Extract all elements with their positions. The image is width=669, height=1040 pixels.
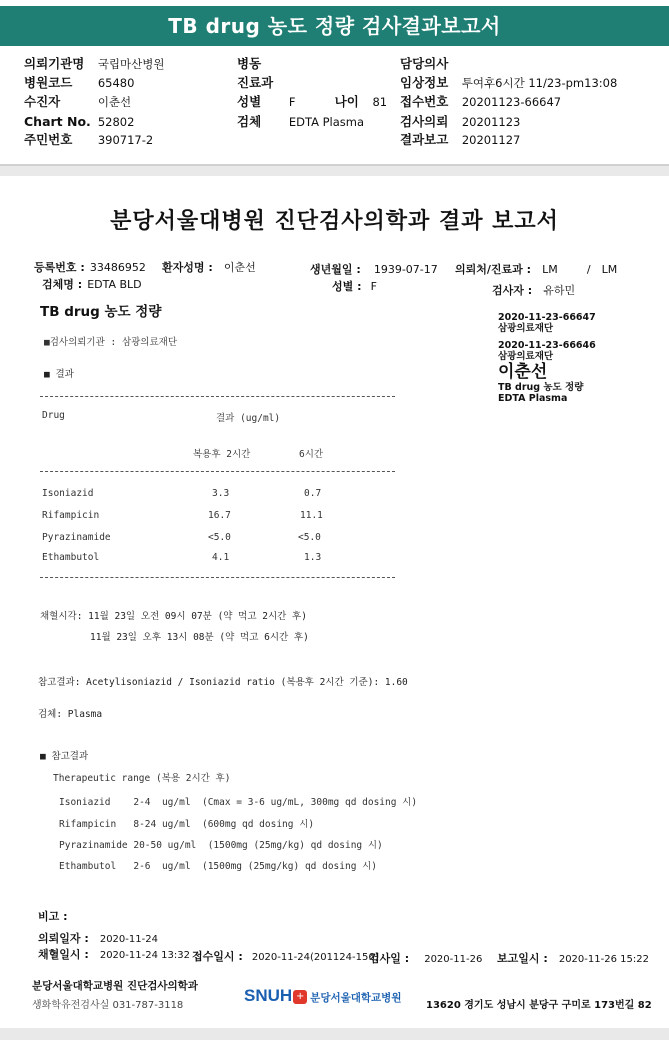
doctor-label: 담당의사 — [400, 56, 449, 71]
patient-name — [162, 256, 256, 275]
clinical-info-value: 투여후6시간 11/23-pm13:08 — [461, 76, 618, 90]
examiner-value: 유하민 — [543, 284, 576, 297]
snuh-mark-icon: + — [293, 990, 307, 1004]
report-date-label: 결과보고 — [400, 132, 449, 147]
dob-value: 1939-07-17 — [373, 263, 438, 276]
specimen-name — [42, 273, 142, 292]
report-datetime — [497, 947, 649, 966]
ward-label: 병동 — [237, 56, 262, 71]
resident-no-value: 390717-2 — [97, 133, 154, 147]
institution-value: 국립마산병원 — [97, 57, 165, 71]
sampling-time-2: 11월 23일 오후 13시 08분 (약 먹고 6시간 후) — [90, 632, 309, 643]
row-2h-value: 3.3 — [212, 488, 230, 499]
results-header: ■ 결과 — [44, 369, 74, 380]
divider-top — [40, 396, 395, 397]
report-title: 분당서울대병원 진단검사의학과 결과 보고서 — [110, 209, 559, 234]
hospital-logo — [244, 986, 401, 1006]
specimen-sticker — [498, 312, 618, 404]
reference-result: 참고결과: Acetylisoniazid / Isoniazid ratio (복용후 2시간 기준): 1.60 — [38, 677, 408, 688]
range-line: Ethambutol 2-6 ug/ml (1500mg (25mg/kg) qd dosing 시) — [59, 861, 378, 872]
request-date-value: 2020-11-24 — [99, 934, 158, 945]
req-dept-value-2: LM — [601, 263, 618, 276]
patient-name-label: 환자성명 : — [162, 261, 213, 274]
specimen-row — [237, 114, 364, 130]
row-drug: Ethambutol — [42, 552, 100, 563]
examinee-label: 수진자 — [24, 94, 61, 109]
specimen-plasma: 검체: Plasma — [38, 709, 103, 720]
request-date-row — [400, 114, 520, 130]
reception-no-value: 20201123-66647 — [461, 95, 562, 109]
reg-no-value: 33486952 — [89, 261, 146, 274]
institution-label: 의뢰기관명 — [24, 56, 85, 71]
row-drug: Rifampicin — [42, 510, 100, 521]
divider-header — [40, 471, 395, 472]
report-sex-value: F — [370, 280, 377, 293]
row-drug: Pyrazinamide — [42, 532, 111, 543]
snuh-logo-name: 분당서울대학교병원 — [310, 992, 402, 1004]
reception-no-label: 접수번호 — [400, 94, 449, 109]
report-sex-label: 성별 : — [332, 280, 362, 293]
row-6h-value: <5.0 — [298, 532, 321, 543]
range-line: Rifampicin 8-24 ug/ml (600mg qd dosing 시) — [59, 819, 315, 830]
chart-no-label: Chart No. — [24, 114, 91, 129]
report-sex — [332, 275, 377, 294]
dob-label: 생년월일 : — [310, 263, 361, 276]
lab-line: ■검사의뢰기관 : 삼광의료재단 — [44, 337, 178, 348]
examinee-value: 이춘선 — [97, 95, 132, 109]
sex-label: 성별 — [237, 94, 262, 109]
req-dept — [455, 258, 617, 277]
chart-no-row — [24, 114, 134, 130]
ward-row — [237, 56, 261, 72]
header-title: TB drug 농도 정량 검사결과보고서 — [0, 6, 669, 46]
request-header-card — [0, 0, 669, 166]
req-dept-separator: / — [586, 263, 591, 276]
sex-value: F — [288, 95, 296, 109]
footer-department: 분당서울대학교병원 진단검사의학과 — [32, 980, 198, 992]
row-2h-value: <5.0 — [208, 532, 231, 543]
sticker-patient-name: 이춘선 — [498, 362, 548, 382]
req-dept-label: 의뢰처/진료과 : — [455, 263, 532, 276]
row-2h-value: 16.7 — [208, 510, 231, 521]
specimen-label: 검체 — [237, 114, 262, 129]
specimen-name-value: EDTA BLD — [87, 278, 142, 291]
sample-date — [38, 943, 190, 962]
department-row — [237, 75, 273, 91]
range-line: Isoniazid 2-4 ug/ml (Cmax = 3-6 ug/mL, 300mg qd dosing 시) — [59, 797, 418, 808]
examinee-row — [24, 94, 131, 110]
hospital-code-value: 65480 — [97, 76, 135, 90]
clinical-info-row — [400, 75, 617, 91]
col-drug-header: Drug — [42, 410, 65, 421]
row-6h-value: 0.7 — [304, 488, 322, 499]
resident-no-row — [24, 132, 153, 148]
report-datetime-label: 보고일시 : — [497, 952, 548, 965]
receive-date — [192, 945, 379, 964]
sticker-lab-2: 삼광의료재단 — [498, 351, 554, 362]
doctor-row — [400, 56, 448, 72]
clinical-info-label: 임상정보 — [400, 75, 449, 90]
test-name: TB drug 농도 정량 — [40, 304, 162, 320]
hospital-code-row — [24, 75, 134, 91]
receive-date-value: 2020-11-24(201124-156) — [251, 952, 379, 963]
patient-name-value: 이춘선 — [223, 261, 256, 274]
divider-bottom — [40, 577, 395, 578]
sticker-reception-no-1: 2020-11-23-66647 — [498, 312, 596, 323]
footer-address: 13620 경기도 성남시 분당구 구미로 173번길 82 — [426, 1000, 652, 1011]
therapeutic-range-title: Therapeutic range (복용 2시간 후) — [53, 773, 231, 784]
examiner — [492, 279, 575, 298]
request-date-label: 검사의뢰 — [400, 114, 449, 129]
request-date-label: 의뢰일자 : — [38, 932, 89, 945]
specimen-name-label: 검체명 : — [42, 278, 83, 291]
sticker-lab-1: 삼광의료재단 — [498, 323, 554, 334]
sticker-reception-no-2: 2020-11-23-66646 — [498, 340, 596, 351]
range-line: Pyrazinamide 20-50 ug/ml (1500mg (25mg/kg) qd dosing 시) — [59, 840, 383, 851]
remarks-label: 비고 : — [38, 910, 68, 923]
reg-no-label: 등록번호 : — [34, 261, 85, 274]
report-datetime-value: 2020-11-26 15:22 — [558, 954, 649, 965]
test-date-label: 검사일 : — [369, 952, 410, 965]
sample-date-label: 채혈일시 : — [38, 948, 89, 961]
sex-age-row — [237, 94, 387, 110]
snuh-logo-text: SNUH — [244, 986, 293, 1005]
test-date — [369, 947, 482, 966]
col-2h-header: 복용후 2시간 — [193, 449, 251, 460]
hospital-code-label: 병원코드 — [24, 75, 73, 90]
test-date-value: 2020-11-26 — [424, 954, 483, 965]
col-result-header: 결과 (ug/ml) — [216, 413, 281, 424]
resident-no-label: 주민번호 — [24, 132, 73, 147]
chart-no-value: 52802 — [97, 115, 135, 129]
age-value: 81 — [372, 95, 388, 109]
age-label: 나이 — [334, 94, 359, 109]
sticker-specimen: EDTA Plasma — [498, 393, 568, 404]
reference-header: ■ 참고결과 — [40, 751, 89, 762]
sampling-time-1: 채혈시각: 11월 23일 오전 09시 07분 (약 먹고 2시간 후) — [40, 611, 307, 622]
row-drug: Isoniazid — [42, 488, 94, 499]
department-label: 진료과 — [237, 75, 274, 90]
receive-date-label: 접수일시 : — [192, 950, 243, 963]
report-document — [0, 176, 669, 1028]
request-date-value: 20201123 — [461, 115, 521, 129]
col-6h-header: 6시간 — [299, 449, 324, 460]
specimen-value: EDTA Plasma — [288, 115, 365, 129]
examiner-label: 검사자 : — [492, 284, 533, 297]
reception-no-row — [400, 94, 561, 110]
row-6h-value: 11.1 — [300, 510, 323, 521]
row-6h-value: 1.3 — [304, 552, 322, 563]
sample-date-value: 2020-11-24 13:32 — [99, 950, 190, 961]
row-2h-value: 4.1 — [212, 552, 230, 563]
sticker-test: TB drug 농도 정량 — [498, 382, 584, 393]
report-date-row — [400, 132, 520, 148]
req-dept-value: LM — [542, 263, 558, 276]
institution-row — [24, 56, 164, 72]
footer-lab-phone: 생화학유전검사실 031-787-3118 — [32, 1000, 184, 1011]
report-date-value: 20201127 — [461, 133, 521, 147]
